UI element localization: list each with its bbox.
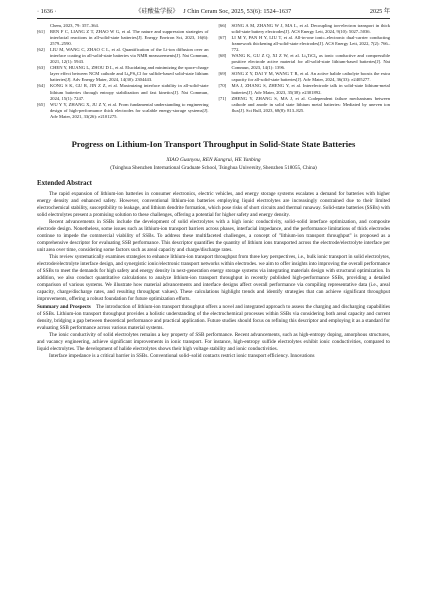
reference-item — [219, 35, 391, 53]
section-heading: Extended Abstract — [37, 179, 92, 187]
reference-number: [65] — [37, 101, 45, 107]
reference-number: [63] — [37, 65, 45, 71]
abstract-paragraph — [37, 219, 390, 254]
abstract-paragraph — [37, 332, 390, 353]
reference-text: REN F C, LIANG Z T, ZHAO W G, et al. The nature and suppression strategies of interfacial reactions in all-solid-state batteries[J]. Energy Environ Sci, 2023, 16(6): 2579–2590. — [50, 29, 209, 47]
abstract-paragraph — [37, 254, 390, 303]
paragraph-text: The introduction of lithium-ion transport throughput offers a novel and integrated approach to assess the charging and discharging capabilities of SSBs. Lithium-ion transport throughput provides a holistic understanding of the electrochemical processes within SSBs via considering both areal capacity and current density, bridging a gap between theoretical performance and practical application. Future studies should focus on refining this descriptor and employing it as a standard for evaluating SSB performance across various material systems. — [37, 303, 390, 331]
reference-item — [37, 47, 209, 65]
reference-text: MA J, ZHANG S, ZHENG Y, et al. Interelectrode talk in solid-state lithium-metal batteries[J]. Adv Mater, 2023, 35(38): e2301892. — [231, 83, 390, 95]
reference-number: [67] — [218, 35, 227, 41]
reference-item — [37, 83, 209, 101]
reference-number: [62] — [37, 47, 45, 53]
journal-citation — [57, 8, 370, 16]
reference-text: Chem, 2023, 79: 357–364. — [50, 23, 99, 28]
reference-item — [219, 53, 391, 71]
reference-text: SONG A M, ZHANG W J, MA L, et al. Decoupling ion-electron transport in thick solid-state battery electrodes[J]. ACS Energy Lett, 2024, 9(10): 5027–5036. — [231, 23, 390, 35]
reference-number: [64] — [37, 83, 45, 89]
paragraph-text: The rapid expansion of lithium-ion batteries in consumer electronics, electric vehicles, and energy storage systems escalates a demand for batteries with higher energy density and enhanced safety. However, conventional lithium-ion batteries employing liquid electrolytes are increasingly constrained due to their limited electrochemical stability, susceptibility to leakage, and lithium dendrite formation, which pose risks of short circuits and thermal runaway. Solid-state batteries (SSBs) with solid electrolytes present a promising solution to these challenges, offering a potential for higher safety and energy density. — [37, 190, 390, 218]
reference-item — [219, 83, 391, 95]
paragraph-lead-heading: Summary and Prospects — [37, 303, 91, 310]
reference-item — [37, 102, 209, 120]
reference-text: WANG K, GU Z Q, XI Z W, et al. Li₃TiCl₆ as ionic conductive and compressible positive electrode active material for all-solid-state lithium-based batteries[J]. Nat Commun, 2023, 14(1): 1396. — [231, 53, 390, 71]
reference-number: [71] — [218, 95, 227, 101]
abstract-paragraph — [37, 304, 390, 332]
reference-column-left — [37, 23, 209, 120]
reference-item — [219, 96, 391, 114]
reference-item — [219, 23, 391, 35]
reference-text: KONG S K, GU R, JIN Z Z, et al. Maximizing interface stability in all-solid-state lithium batteries through entropy stabilization and fast kinetics[J]. Nat Commun, 2024, 15(1): 7247. — [50, 83, 209, 101]
citation: J Chin Ceram Soc, 2025, 53(6): 1524–1637 — [183, 8, 292, 15]
article-authors: XIAO Guanyou, REN Kangrui, HE Yanbing — [166, 156, 261, 163]
reference-text: WU Y Y, ZHANG X, JU Z Y, et al. From fundamental understanding to engineering design of high-performance thick electrodes for scalable energy-storage systems[J]. Adv Mater, 2021, 33(26): e2101275. — [50, 101, 209, 119]
reference-number: [61] — [37, 29, 45, 35]
reference-list — [37, 23, 390, 120]
reference-number: [66] — [218, 23, 227, 28]
reference-text: CHEN Y, HUANG L, ZHOU D L, et al. Elucidating and minimizing the space-charge layer effect between NCM cathode and Li₆PS₅Cl for sulfide-based solid-state lithium batteries[J]. Adv Energy Mater, 2024, 14(30): 2304443. — [50, 65, 209, 83]
reference-item — [37, 29, 209, 47]
paragraph-text: Recent advancements in SSBs include the development of solid electrolytes with a high ionic conductivity, solid–solid interface optimization, and composite electrode design. Nonetheless, some issues such as lithium-ion transport barriers across phases, interfacial impedance, and the performance limitations of thick electrodes continue to impede the commercial viability of SSBs. To address these multifaceted challenges, a concept of "lithium-ion transport throughput" is proposed as a comprehensive descriptor for evaluating SSB performance. This descriptor quantifies the quantity of lithium ions transported across the electrode/electrolyte interface per unit area over time, considering some factors such as areal capacity and charge/discharge rates. — [37, 218, 390, 254]
reference-text: LIU M, WANG C, ZHAO C L, et al. Quantification of the Li-ion diffusion over an interface coating in all-solid-state batteries via NMR measurements[J]. Nat Commun, 2021, 12(1): 5943. — [50, 47, 209, 65]
extended-abstract-body — [37, 191, 390, 360]
running-header — [37, 8, 390, 19]
reference-number: [70] — [218, 83, 227, 89]
journal-name-cn: 《硅酸盐学报》 — [135, 8, 179, 15]
reference-item — [219, 71, 391, 83]
abstract-paragraph — [37, 353, 390, 360]
reference-text: SONG Z Y, DAI Y M, WANG T R, et al. An active halide catholyte boosts the extra capacity for all-solid-state batteries[J]. Adv Mater, 2024, 36(33): e2405277. — [231, 71, 390, 83]
article-title: Progress on Lithium-Ion Transport Throughput in Solid-State State Batteries — [71, 138, 356, 149]
reference-text: LI M Y, PAN H Y, LIU T, et al. All-in-one ionic–electronic dual-carrier conducting framework thickening all-solid-state electrodes[J]. ACS Energy Lett, 2022, 7(2): 766–772. — [231, 35, 390, 53]
header-year: 2025 年 — [369, 8, 390, 15]
reference-number: [68] — [218, 53, 227, 59]
abstract-paragraph — [37, 191, 390, 219]
page-number: · 1636 · — [37, 8, 57, 15]
reference-number: [69] — [218, 71, 227, 77]
paragraph-text: The ionic conductivity of solid electrolytes remains a key property of SSB performance. Recent advancements, such as high-entropy doping, amorphous structures, and vacancy engineering, achieve significant improvements in ionic transport. For instance, high-entropy sulfide electrolytes exhibit ionic conductivities, compared to liquid electrolytes. The development of halide electrolytes shows their high voltage stability and ionic conductivities. — [37, 331, 390, 352]
reference-text: ZHENG Y, ZHANG S, MA J, et al. Codependent failure mechanisms between cathode and anode in solid state lithium metal batteries: Mediated by uneven ion flux[J]. Sci Bull, 2023, 68(8): 813–825. — [231, 95, 390, 113]
reference-item — [37, 65, 209, 83]
reference-column-right — [219, 23, 391, 120]
paragraph-text: This review systematically examines strategies to enhance lithium-ion transport throughput from three key perspectives, i.e., bulk ionic transport in solid electrolytes, electrode/electrolyte interface design, and synergistic ionic/electronic transport networks within electrodes. we aim to offer insights into improving the overall performance of SSBs to meet the demands for high safety and energy density in next-generation energy storage systems via integrating materials design with structural optimization. In addition, we also conduct quantitative calculations to analyze lithium-ion transport throughput in recently published high-performance SSBs, providing a detailed comparison of various systems. We illustrate how material advancements and interface designs affect overall performance via compiling representative data (i.e., areal capacity, charge/discharge rates, and resulting throughput values). These calculations highlight trends and identify strategies that can achieve significant throughput improvements, offering a robust foundation for future optimization efforts. — [37, 254, 390, 303]
paragraph-text: Interface impedance is a critical barrier in SSBs. Conventional solid–solid contacts restrict ionic transport efficiency. Innovations — [49, 352, 315, 359]
article-affiliation: (Tsinghua Shenzhen International Graduate School, Tsinghua University, Shenzhen 518055, China) — [110, 164, 317, 171]
